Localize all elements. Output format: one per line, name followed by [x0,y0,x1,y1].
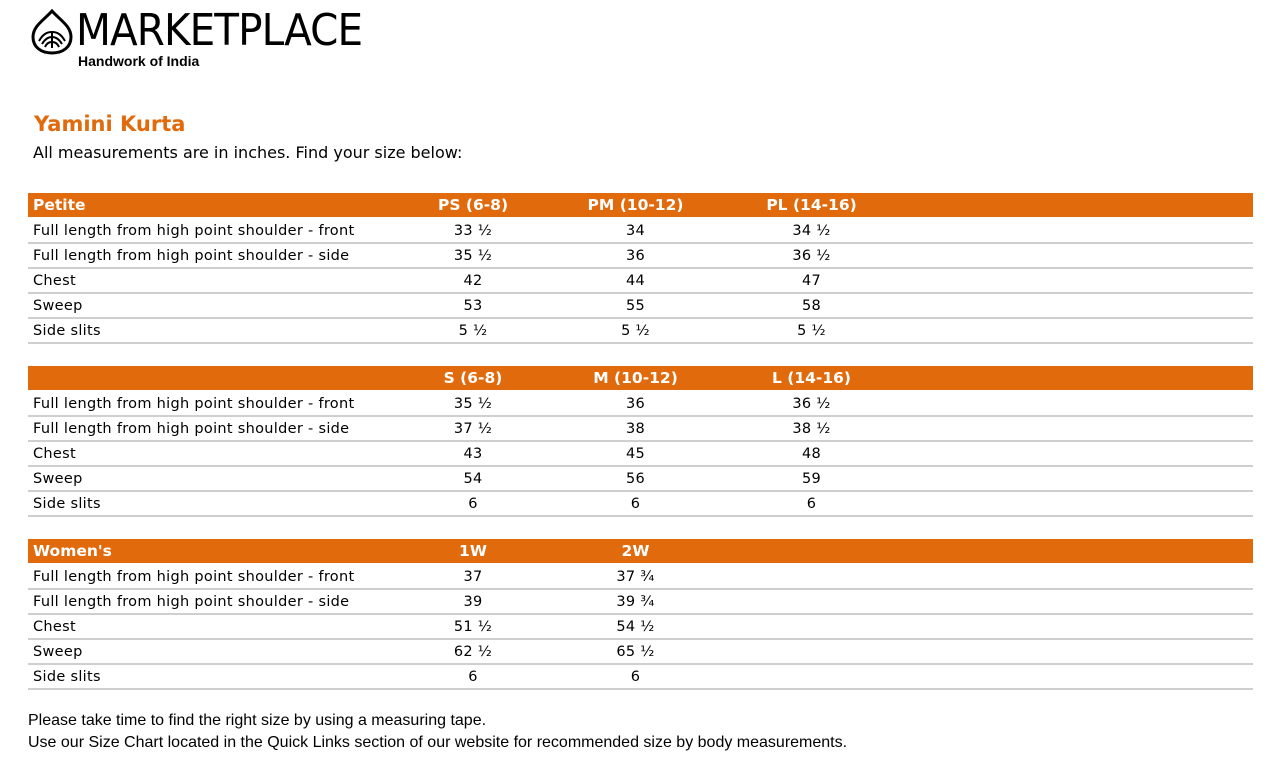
size-table-petite [28,193,1253,344]
measurement-label: Full length from high point shoulder - side [28,243,388,268]
brand-subtitle: Handwork of India [78,53,200,69]
measurement-value: 54 [388,466,558,491]
measurement-value: 37 ¾ [558,564,713,589]
measurement-value [713,664,910,689]
product-title: Yamini Kurta [34,112,186,136]
table-row [28,391,1253,416]
product-subtitle: All measurements are in inches. Find your size below: [33,143,463,162]
measurement-value: 37 ½ [388,416,558,441]
measurement-value: 36 ½ [713,243,910,268]
measurement-value: 48 [713,441,910,466]
measurement-value [910,391,1253,416]
measurement-value: 34 ½ [713,218,910,243]
table-row [28,218,1253,243]
measurement-value: 53 [388,293,558,318]
table-header-size: PL (14-16) [713,193,910,218]
measurement-value [713,614,910,639]
measurement-value: 5 ½ [558,318,713,343]
measurement-value: 6 [713,491,910,516]
measurement-value: 33 ½ [388,218,558,243]
measurement-value [910,268,1253,293]
table-row [28,639,1253,664]
measurement-value [910,243,1253,268]
table-row [28,293,1253,318]
measurement-value: 56 [558,466,713,491]
measurement-value: 35 ½ [388,243,558,268]
measurement-value: 45 [558,441,713,466]
measurement-value: 6 [388,491,558,516]
measurement-value: 34 [558,218,713,243]
measurement-value: 47 [713,268,910,293]
size-table-womens [28,539,1253,690]
table-row [28,664,1253,689]
size-table-regular [28,366,1253,517]
table-row [28,416,1253,441]
measurement-value: 44 [558,268,713,293]
leaf-heart-icon [30,8,74,56]
table-header-row [28,366,1253,391]
measurement-value: 62 ½ [388,639,558,664]
measurement-label: Full length from high point shoulder - front [28,218,388,243]
measurement-value: 37 [388,564,558,589]
measurement-value [910,491,1253,516]
table-header-size: M (10-12) [558,366,713,391]
table-header-size: L (14-16) [713,366,910,391]
footer-line-2: Use our Size Chart located in the Quick Links section of our website for recommended size by body measurements. [28,734,848,751]
measurement-value: 42 [388,268,558,293]
table-header-size: S (6-8) [388,366,558,391]
measurement-value: 65 ½ [558,639,713,664]
measurement-value [910,318,1253,343]
measurement-value: 5 ½ [713,318,910,343]
measurement-value: 6 [558,664,713,689]
measurement-label: Sweep [28,639,388,664]
table-row [28,614,1253,639]
measurement-label: Full length from high point shoulder - front [28,391,388,416]
measurement-value: 39 ¾ [558,589,713,614]
measurement-label: Full length from high point shoulder - front [28,564,388,589]
measurement-value: 6 [558,491,713,516]
measurement-value [713,639,910,664]
brand-title: MARKETPLACE [76,5,363,56]
table-row [28,318,1253,343]
measurement-value [910,416,1253,441]
table-header-label: Women's [28,539,388,564]
measurement-value [910,293,1253,318]
measurement-value: 38 [558,416,713,441]
measurement-value: 55 [558,293,713,318]
measurement-label: Side slits [28,664,388,689]
measurement-value [910,664,1253,689]
measurement-label: Full length from high point shoulder - side [28,589,388,614]
table-header-size [910,539,1253,564]
table-header-size [910,193,1253,218]
measurement-value: 36 [558,391,713,416]
measurement-value [910,466,1253,491]
measurement-value: 35 ½ [388,391,558,416]
measurement-label: Side slits [28,318,388,343]
measurement-value [910,614,1253,639]
measurement-value [713,589,910,614]
measurement-value: 36 [558,243,713,268]
measurement-value: 54 ½ [558,614,713,639]
table-row [28,243,1253,268]
measurement-label: Chest [28,441,388,466]
table-row [28,564,1253,589]
table-header-label [28,366,388,391]
table-row [28,466,1253,491]
measurement-label: Side slits [28,491,388,516]
measurement-value: 5 ½ [388,318,558,343]
measurement-label: Chest [28,268,388,293]
table-header-size [910,366,1253,391]
table-header-row [28,539,1253,564]
table-row [28,491,1253,516]
table-header-size: PS (6-8) [388,193,558,218]
measurement-value [713,564,910,589]
measurement-value [910,441,1253,466]
table-row [28,441,1253,466]
measurement-value: 51 ½ [388,614,558,639]
measurement-value: 38 ½ [713,416,910,441]
footer-line-1: Please take time to find the right size by using a measuring tape. [28,712,487,729]
measurement-value: 39 [388,589,558,614]
footer-note [28,710,847,754]
table-header-size: 2W [558,539,713,564]
measurement-label: Full length from high point shoulder - side [28,416,388,441]
measurement-value [910,639,1253,664]
measurement-value: 58 [713,293,910,318]
measurement-label: Sweep [28,293,388,318]
measurement-value: 59 [713,466,910,491]
measurement-value [910,589,1253,614]
measurement-value [910,218,1253,243]
table-header-row [28,193,1253,218]
table-header-size [713,539,910,564]
table-header-size: PM (10-12) [558,193,713,218]
measurement-value: 36 ½ [713,391,910,416]
table-row [28,268,1253,293]
measurement-label: Sweep [28,466,388,491]
table-header-label: Petite [28,193,388,218]
table-row [28,589,1253,614]
measurement-value: 43 [388,441,558,466]
measurement-value [910,564,1253,589]
table-header-size: 1W [388,539,558,564]
measurement-value: 6 [388,664,558,689]
measurement-label: Chest [28,614,388,639]
